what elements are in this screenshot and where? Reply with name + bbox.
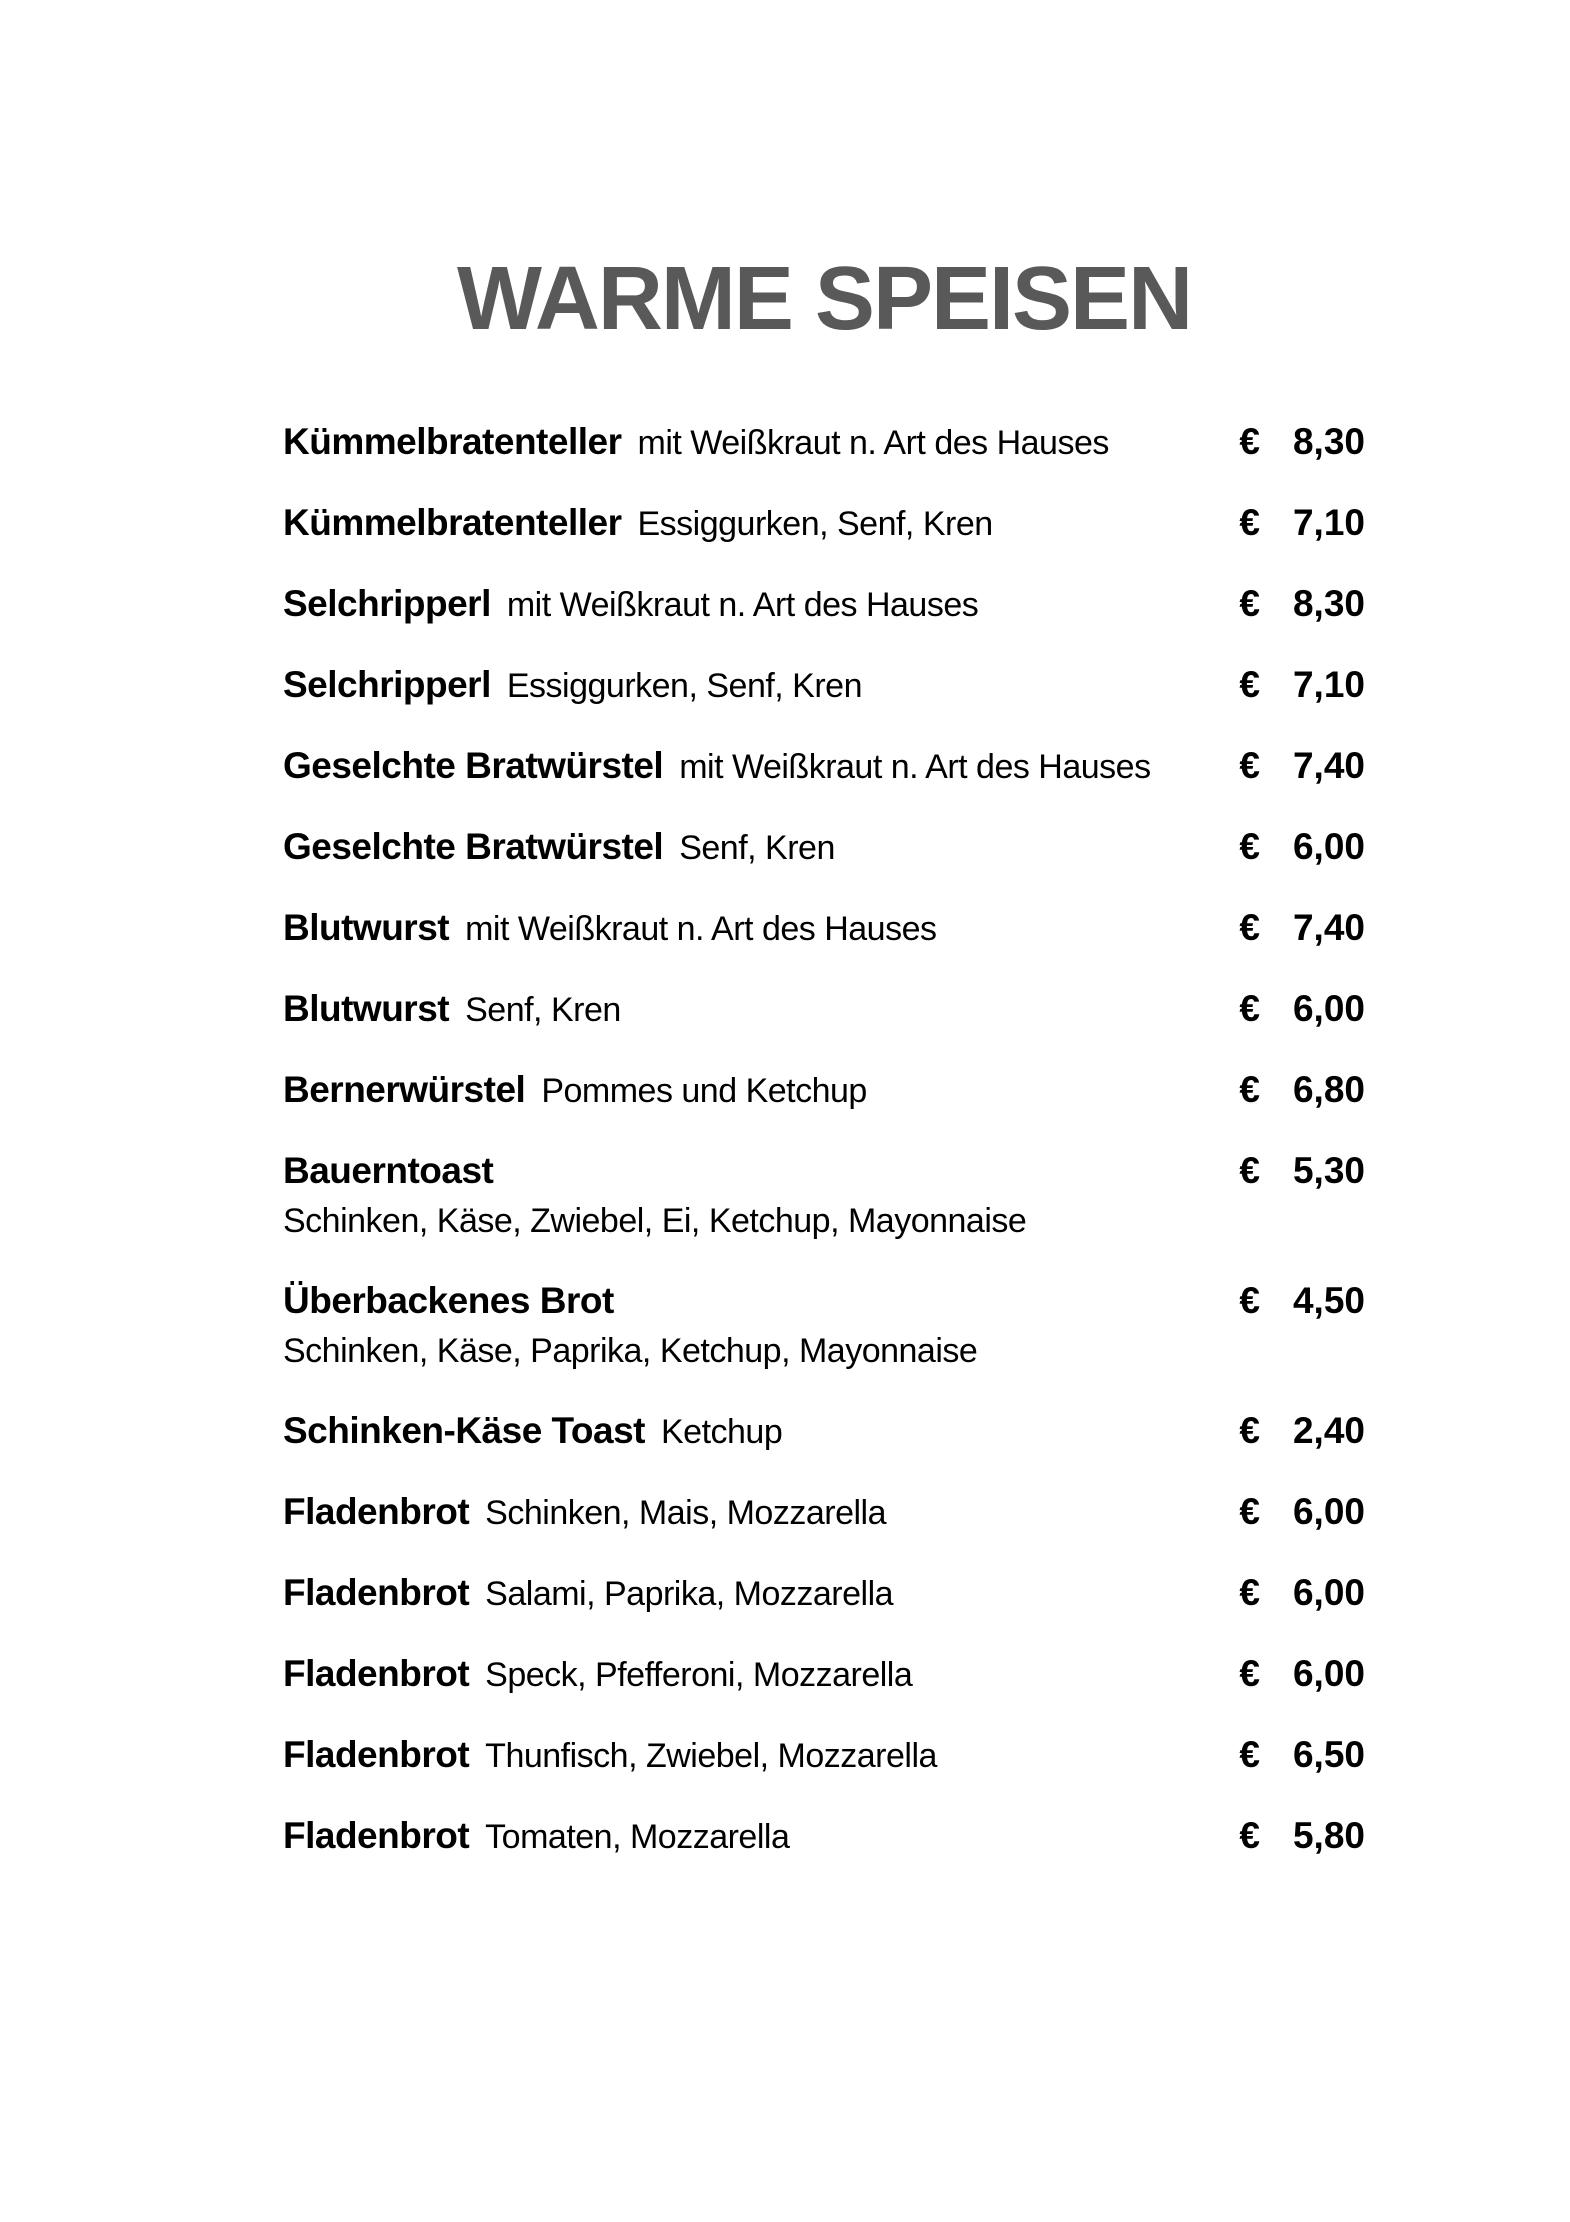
item-name: Selchripperl	[283, 583, 491, 624]
item-description: Pommes und Ketchup	[541, 1072, 867, 1110]
item-description: Schinken, Mais, Mozzarella	[485, 1494, 886, 1533]
item-price-group	[1239, 1653, 1365, 1695]
menu-item-main-line	[283, 1815, 1365, 1857]
item-price-group	[1239, 421, 1365, 463]
menu-item-main-line	[283, 1734, 1365, 1776]
menu-item-row	[283, 907, 1365, 949]
menu-item-row	[283, 1491, 1365, 1533]
currency-symbol: €	[1239, 1280, 1260, 1322]
item-price: 7,10	[1292, 502, 1365, 543]
item-name: Schinken-Käse Toast	[283, 1410, 645, 1452]
item-price: 4,50	[1292, 1280, 1365, 1322]
item-price: 7,40	[1292, 745, 1365, 786]
item-name: Fladenbrot	[283, 1815, 470, 1857]
item-price-group	[1239, 826, 1365, 868]
item-price: 6,00	[1292, 1653, 1365, 1695]
menu-item-main-line	[283, 664, 1365, 706]
menu-item-main-line	[283, 1150, 1365, 1192]
menu-item-main-line	[283, 583, 1365, 625]
menu-item-main-line	[283, 502, 1365, 544]
item-name: Fladenbrot	[283, 1572, 470, 1614]
item-name: Überbackenes Brot	[283, 1280, 614, 1322]
menu-item-main-line	[283, 988, 1365, 1030]
menu-item-row	[283, 826, 1365, 868]
menu-item-main-line	[283, 421, 1365, 463]
item-price: 6,50	[1292, 1734, 1365, 1776]
item-name: Kümmelbratenteller	[283, 421, 622, 462]
item-description: Tomaten, Mozzarella	[485, 1818, 790, 1857]
item-price: 6,00	[1292, 1572, 1365, 1614]
menu-item-row	[283, 421, 1365, 463]
item-price-group	[1239, 745, 1365, 787]
item-price: 6,00	[1292, 1491, 1365, 1533]
currency-symbol: €	[1239, 988, 1260, 1029]
item-price-group	[1239, 502, 1365, 544]
item-subline: Schinken, Käse, Paprika, Ketchup, Mayonnaise	[283, 1332, 978, 1371]
item-price-group	[1239, 988, 1365, 1030]
currency-symbol: €	[1239, 1572, 1260, 1614]
currency-symbol: €	[1239, 1150, 1260, 1191]
item-price-group	[1239, 1734, 1365, 1776]
menu-item-row	[283, 664, 1365, 706]
item-price: 6,80	[1292, 1069, 1365, 1110]
item-price: 5,30	[1292, 1150, 1365, 1191]
item-price: 5,80	[1292, 1815, 1365, 1857]
item-name: Fladenbrot	[283, 1734, 470, 1776]
item-price-group	[1239, 1815, 1365, 1857]
item-description: Speck, Pfefferoni, Mozzarella	[485, 1656, 913, 1695]
menu-item-row	[283, 583, 1365, 625]
item-name: Bauerntoast	[283, 1150, 494, 1191]
menu-item-row	[283, 1069, 1365, 1111]
item-subline: Schinken, Käse, Zwiebel, Ei, Ketchup, Mayonnaise	[283, 1202, 1027, 1240]
item-price: 6,00	[1292, 988, 1365, 1029]
currency-symbol: €	[1239, 1815, 1260, 1857]
item-description: Essiggurken, Senf, Kren	[637, 505, 993, 543]
item-price-group	[1239, 1069, 1365, 1111]
item-name: Blutwurst	[283, 907, 450, 948]
currency-symbol: €	[1239, 1653, 1260, 1695]
item-description: Senf, Kren	[465, 991, 621, 1029]
item-name: Blutwurst	[283, 988, 450, 1029]
menu-item-main-line	[283, 745, 1365, 787]
menu-item-row	[283, 1572, 1365, 1614]
item-name: Fladenbrot	[283, 1653, 470, 1695]
menu-item-row	[283, 988, 1365, 1030]
menu-item-main-line	[283, 1069, 1365, 1111]
page-title: WARME SPEISEN	[456, 249, 1192, 349]
item-price-group	[1239, 1280, 1365, 1322]
item-name: Kümmelbratenteller	[283, 502, 622, 543]
item-price: 7,40	[1292, 907, 1365, 948]
menu-item-row	[283, 1734, 1365, 1776]
currency-symbol: €	[1239, 1491, 1260, 1533]
currency-symbol: €	[1239, 421, 1260, 462]
item-description: mit Weißkraut n. Art des Hauses	[637, 424, 1109, 462]
currency-symbol: €	[1239, 1734, 1260, 1776]
item-name: Fladenbrot	[283, 1491, 470, 1533]
item-description: Senf, Kren	[679, 829, 835, 867]
menu-item-row	[283, 1653, 1365, 1695]
menu-item-row	[283, 502, 1365, 544]
currency-symbol: €	[1239, 1410, 1260, 1452]
menu-item-row	[283, 1410, 1365, 1452]
item-name: Geselchte Bratwürstel	[283, 745, 664, 786]
item-price: 8,30	[1292, 421, 1365, 462]
menu-item-main-line	[283, 907, 1365, 949]
item-name: Selchripperl	[283, 664, 491, 705]
menu-item-row	[283, 1815, 1365, 1857]
menu-item-main-line	[283, 1280, 1365, 1322]
menu-item-main-line	[283, 1653, 1365, 1695]
item-price-group	[1239, 583, 1365, 625]
currency-symbol: €	[1239, 745, 1260, 786]
item-price: 7,10	[1292, 664, 1365, 705]
item-price-group	[1239, 907, 1365, 949]
currency-symbol: €	[1239, 502, 1260, 543]
item-description: Thunfisch, Zwiebel, Mozzarella	[485, 1737, 937, 1776]
item-price-group	[1239, 1410, 1365, 1452]
currency-symbol: €	[1239, 583, 1260, 624]
item-description: mit Weißkraut n. Art des Hauses	[506, 586, 979, 624]
item-price: 6,00	[1292, 826, 1365, 867]
menu-item-row	[283, 1150, 1365, 1241]
menu-item-main-line	[283, 1491, 1365, 1533]
item-description: mit Weißkraut n. Art des Hauses	[465, 910, 937, 948]
currency-symbol: €	[1239, 907, 1260, 948]
item-price: 2,40	[1292, 1410, 1365, 1452]
menu-item-main-line	[283, 1572, 1365, 1614]
item-name: Geselchte Bratwürstel	[283, 826, 664, 867]
item-price-group	[1239, 1150, 1365, 1192]
currency-symbol: €	[1239, 826, 1260, 867]
menu-item-main-line	[283, 1410, 1365, 1452]
item-price: 8,30	[1292, 583, 1365, 624]
item-price-group	[1239, 1491, 1365, 1533]
menu-item-row	[283, 1280, 1365, 1371]
currency-symbol: €	[1239, 1069, 1260, 1110]
item-price-group	[1239, 1572, 1365, 1614]
menu-item-row	[283, 745, 1365, 787]
item-description: Ketchup	[660, 1413, 783, 1452]
item-description: Essiggurken, Senf, Kren	[506, 667, 863, 705]
item-price-group	[1239, 664, 1365, 706]
item-name: Bernerwürstel	[283, 1069, 526, 1110]
item-description: mit Weißkraut n. Art des Hauses	[679, 748, 1151, 786]
menu-list	[283, 421, 1365, 1857]
menu-item-main-line	[283, 826, 1365, 868]
currency-symbol: €	[1239, 664, 1260, 705]
item-description: Salami, Paprika, Mozzarella	[485, 1575, 894, 1614]
